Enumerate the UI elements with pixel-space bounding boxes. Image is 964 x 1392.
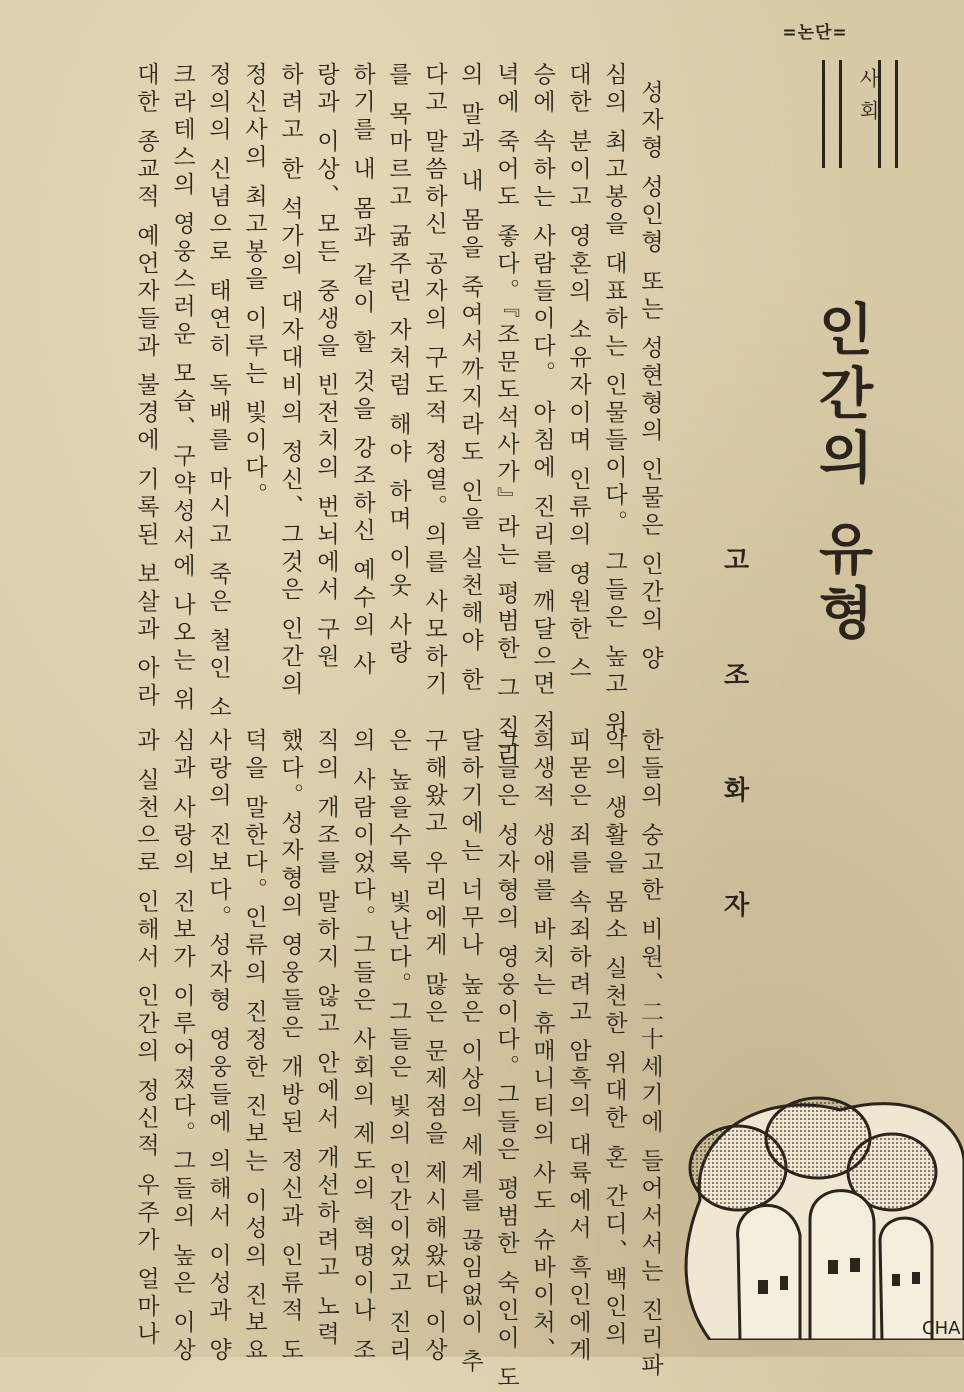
body-column: 그들은 성자형의 영웅이다。그들은 평범한 숙인이 도 [493,728,519,1392]
body-column: 정의의 신념으로 태연히 독배를 마시고 죽은 철인 소 [205,62,231,723]
body-column: 승에 속하는 사람들이다。 아침에 진리를 깨달으면 저 [529,62,555,738]
body-column: 대한 종교적 예언자들과 불경에 기록된 보살과 아라 [133,62,159,711]
body-column: 악의 생활을 몸소 실천한 위대한 혼 간디、백인의 [601,728,627,1349]
body-column: 희생적 생애를 바치는 휴매니티의 사도 슈바이처、 [529,728,555,1365]
body-column: 심의 최고봉을 대표하는 인물들이다。 그들은 높고 위 [601,62,627,738]
body-column: 를 목마르고 굶주린 자처럼 해야 하며 이웃 사랑 [385,62,411,668]
body-column: 하기를 내 몸과 같이 할 것을 강조하신 예수의 사 [349,62,375,679]
body-column: 랑과 이상、모든 중생을 빈전치의 번뇌에서 구원 [313,62,339,672]
illustrator-signature: CHA [922,1318,961,1339]
body-column: 은 높을수록 빛난다。그들은 빛의 인간이었고 진리 [385,728,411,1365]
body-column: 덕을 말한다。인류의 진정한 진보는 이성의 진보요 [241,728,267,1365]
body-column: 한들의 숭고한 비원、二十세기에 들어서서는 진리파 [637,728,663,1381]
body-column: 달하기에는 너무나 높은 이상의 세계를 끊임없이 추 [457,728,483,1377]
body-column: 했다。성자형의 영웅들은 개방된 정신과 인류적 도 [277,728,303,1365]
faces-illustration [660,1050,964,1340]
body-column: 크라테스의 영웅스러운 모습、구약성서에 나오는 위 [169,62,195,715]
body-column: 정신사의 최고봉을 이루는 빛이다。 [241,62,267,510]
category-label: 사회 [856,68,880,132]
body-column: 하려고 한 석가의 대자대비의 정신、그것은 인간의 [277,62,303,699]
section-tag: =논단= [782,23,848,43]
decorative-bars-left [822,60,842,168]
body-column: 다고 말씀하신 공자의 구도적 정열。의를 사모하기 [421,62,447,699]
body-column: 직의 개조를 말하지 않고 안에서 개선하려고 노력 [313,728,339,1349]
body-column: 대한 분이고 영혼의 소유자이며 인류의 영원한 스 [565,62,591,683]
body-column: 심과 사랑의 진보가 이루어졌다。그들의 높은 이상 [169,728,195,1365]
body-column: 녁에 죽어도 좋다。『조문도석사가』라는 평범한 그 진리 [493,62,519,770]
face-figure-2 [810,1191,874,1340]
decorative-bars-right [878,60,898,168]
author-name: 고 조 화 자 [719,546,749,958]
face-figure-1 [738,1205,800,1340]
body-column: 과 실천으로 인해서 인간의 정신적 우주가 얼마나 [133,728,159,1349]
article-title: 인간의 유형 [809,300,874,648]
body-column: 성자형 성인형 또는 성현형의 인물은 인간의 양 [637,80,663,674]
body-column: 사랑의 진보다。성자형 영웅들에 의해서 이성과 양 [205,728,231,1365]
body-column: 의 사람이었다。그들은 사회의 제도의 혁명이나 조 [349,728,375,1365]
body-column: 구해왔고 우리에게 많은 문제점을 제시해왔다 이상 [421,728,447,1365]
category-box [822,60,898,168]
body-column: 의 말과 내 몸을 죽여서까지라도 인을 실천해야 한 [457,62,483,695]
body-column: 피묻은 죄를 속죄하려고 암흑의 대륙에서 흑인에게 [565,728,591,1365]
